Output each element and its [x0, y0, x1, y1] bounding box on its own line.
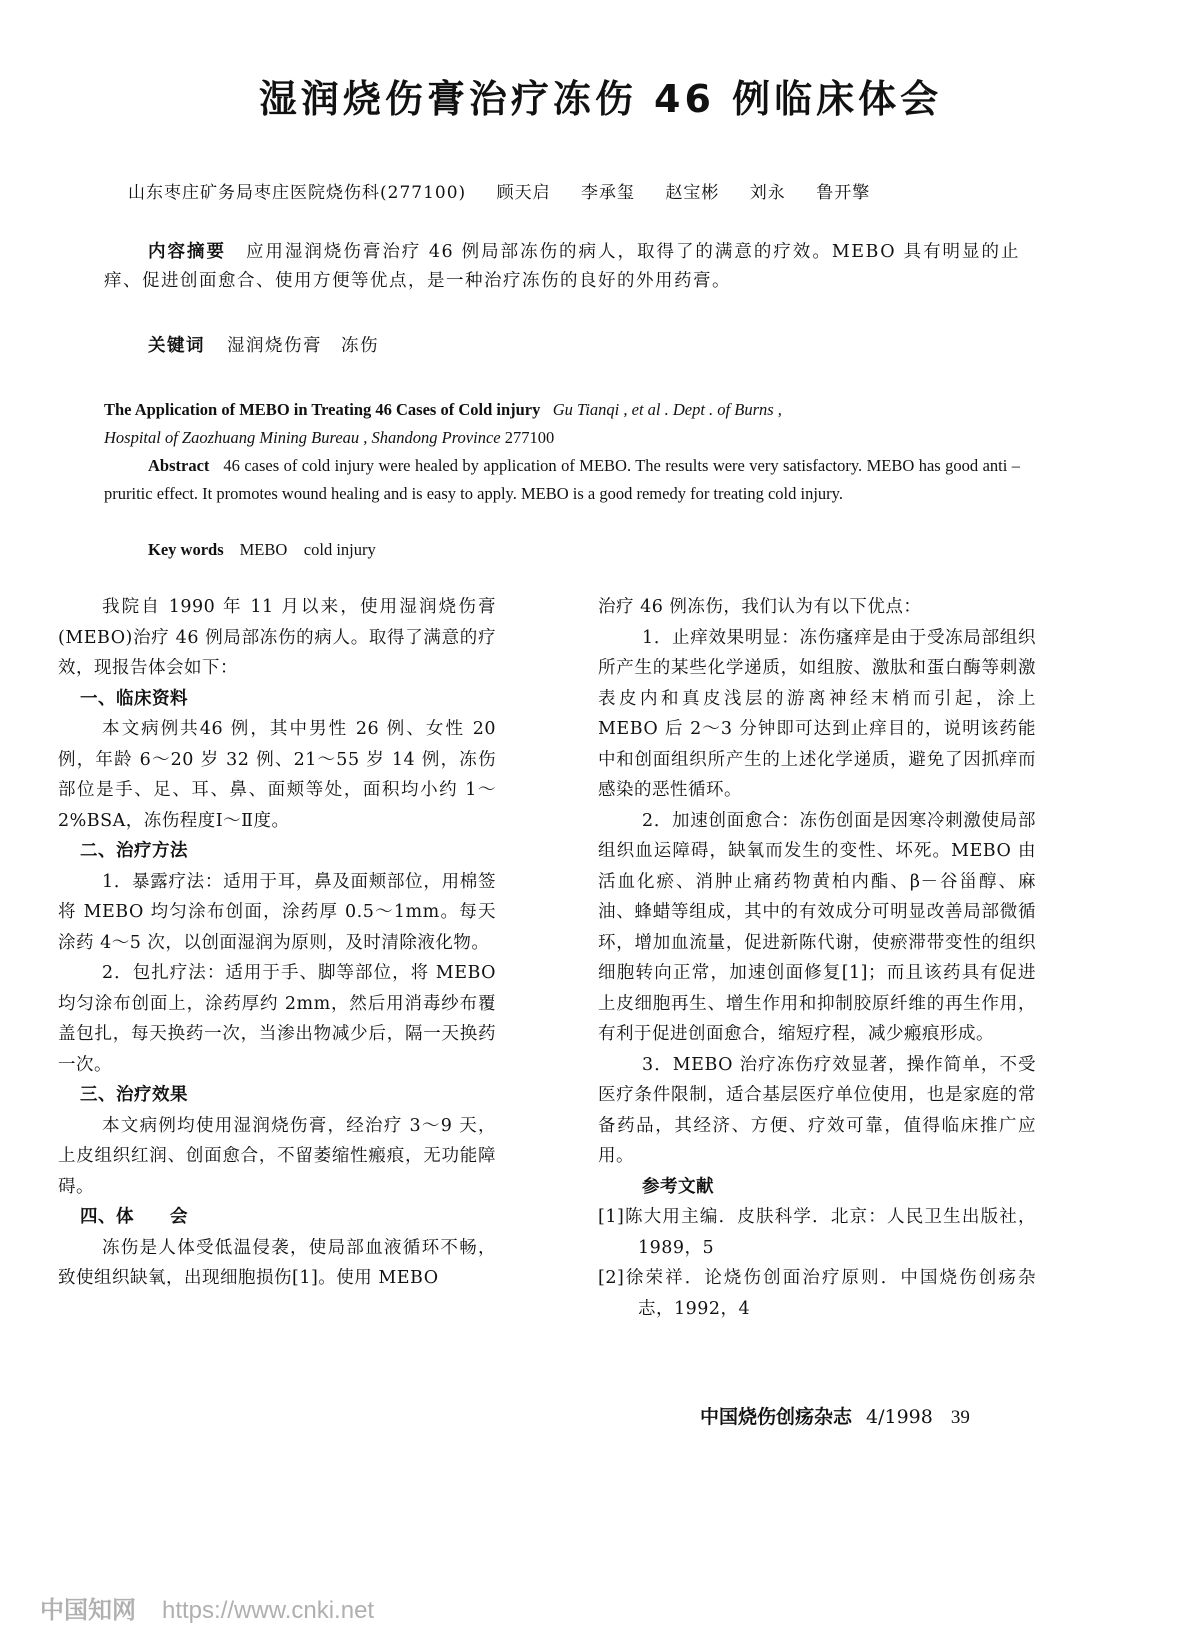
- cnki-watermark: [40, 1590, 374, 1625]
- chinese-abstract-label: 内容摘要: [148, 242, 226, 262]
- chinese-keywords: [148, 332, 379, 357]
- chinese-abstract-text: 应用湿润烧伤膏治疗 46 例局部冻伤的病人，取得了的满意的疗效。MEBO 具有明显的止痒、促进创面愈合、使用方便等优点，是一种治疗冻伤的良好的外用药膏。: [104, 242, 1020, 291]
- section-heading: 二、治疗方法: [80, 841, 188, 861]
- cnki-logo: 中国知网: [40, 1597, 136, 1624]
- english-title: The Application of MEBO in Treating 46 Cases of Cold injury: [104, 400, 541, 419]
- section-heading: 四、体 会: [80, 1207, 188, 1227]
- reference-item: [2]徐荣祥．论烧伤创面治疗原则．中国烧伤创疡杂志，1992，4: [598, 1268, 1036, 1319]
- author-name: 刘永: [749, 183, 786, 203]
- author-line: [128, 178, 894, 203]
- page-number: 39: [950, 1407, 970, 1428]
- left-column: [58, 592, 496, 1294]
- author-name: 赵宝彬: [665, 183, 720, 203]
- body-paragraph: 治疗 46 例冻伤，我们认为有以下优点：: [598, 597, 922, 617]
- intro-paragraph: 我院自 1990 年 11 月以来，使用湿润烧伤膏(MEBO)治疗 46 例局部冻伤的病人。取得了满意的疗效，现报告体会如下：: [58, 597, 496, 678]
- author-name: 李承玺: [580, 183, 635, 203]
- english-header: [104, 396, 1020, 452]
- body-paragraph: 3．MEBO 治疗冻伤疗效显著，操作简单，不受医疗条件限制，适合基层医疗单位使用，也是家庭的常备药品，其经济、方便、疗效可靠，值得临床推广应用。: [598, 1054, 1036, 1166]
- body-paragraph: 冻伤是人体受低温侵袭，使局部血液循环不畅，致使组织缺氧，出现细胞损伤[1]。使用 MEBO: [58, 1237, 496, 1288]
- issue-number: 4/1998: [866, 1406, 933, 1428]
- cnki-url: https://www.cnki.net: [162, 1597, 375, 1624]
- body-paragraph: 1．暴露疗法：适用于耳，鼻及面颊部位，用棉签将 MEBO 均匀涂布创面，涂药厚 0.5～1mm。每天涂药 4～5 次，以创面湿润为原则，及时清除液化物。: [58, 871, 496, 953]
- body-paragraph: 2．加速创面愈合：冻伤创面是因寒冷刺激使局部组织血运障碍，缺氧而发生的变性、坏死。MEBO 由活血化瘀、消肿止痛药物黄柏内酯、β－谷甾醇、麻油、蜂蜡等组成，其中的有效成分可明显改善局部微循环，增加血流量，促进新陈代谢，使瘀滞带变性的组织细胞转向正常，加速创面修复[1]；而且该药具有促进上皮细胞再生、增生作用和抑制胶原纤维的再生作用，有利于促进创面愈合，缩短疗程，减少瘢痕形成。: [598, 810, 1036, 1044]
- author-name: 鲁开擎: [816, 183, 871, 203]
- body-paragraph: 本文病例共46 例，其中男性 26 例、女性 20 例，年龄 6～20 岁 32 例、21～55 岁 14 例，冻伤部位是手、足、耳、鼻、面颊等处，面积均小约 1～2%BSA，冻伤程度Ⅰ～Ⅱ度。: [58, 719, 496, 831]
- paper-title: 湿润烧伤膏治疗冻伤 46 例临床体会: [258, 77, 943, 121]
- chinese-keywords-label: 关键词: [148, 336, 205, 356]
- reference-item: [1]陈大用主编．皮肤科学．北京：人民卫生出版社，1989，5: [598, 1207, 1036, 1258]
- english-keywords-label: Key words: [148, 540, 224, 559]
- body-paragraph: 1．止痒效果明显：冻伤瘙痒是由于受冻局部组织所产生的某些化学递质，如组胺、激肽和蛋白酶等刺激表皮内和真皮浅层的游离神经末梢而引起，涂上 MEBO 后 2～3 分钟即可达到止痒目的，说明该药能中和创面组织所产生的上述化学递质，避免了因抓痒而感染的恶性循环。: [598, 627, 1036, 800]
- english-abstract: [104, 452, 1020, 508]
- section-heading: 一、临床资料: [80, 688, 188, 709]
- chinese-keywords-text: 湿润烧伤膏 冻伤: [227, 336, 379, 356]
- english-abstract-label: Abstract: [148, 456, 210, 475]
- body-paragraph: 本文病例均使用湿润烧伤膏，经治疗 3～9 天，上皮组织红润、创面愈合，不留萎缩性瘢痕，无功能障碍。: [58, 1115, 496, 1197]
- english-abstract-text: 46 cases of cold injury were healed by application of MEBO. The results were very satisfactory. MEBO has good anti – pruritic effect. It promotes wound healing and is easy to apply. MEBO is a good remedy for treating cold injury.: [104, 456, 1020, 503]
- english-keywords: [148, 536, 376, 560]
- section-heading: 三、治疗效果: [80, 1085, 188, 1105]
- chinese-abstract: [104, 238, 1020, 296]
- page-footer: [700, 1402, 970, 1429]
- references-heading: 参考文献: [642, 1176, 714, 1197]
- author-name: 顾天启: [496, 183, 551, 203]
- journal-name: 中国烧伤创疡杂志: [700, 1406, 853, 1428]
- english-keywords-text: MEBO cold injury: [239, 540, 376, 559]
- body-paragraph: 2．包扎疗法：适用于手、脚等部位，将 MEBO 均匀涂布创面上，涂药厚约 2mm，然后用消毒纱布覆盖包扎，每天换药一次，当渗出物减少后，隔一天换药一次。: [58, 963, 496, 1075]
- right-column: [598, 592, 1036, 1324]
- english-hospital: Hospital of Zaozhuang Mining Bureau , Shandong Province: [104, 428, 501, 447]
- affiliation: 山东枣庄矿务局枣庄医院烧伤科(277100): [128, 183, 467, 203]
- english-authors-dept: Gu Tianqi , et al . Dept . of Burns ,: [552, 400, 782, 419]
- english-postcode: 277100: [504, 428, 555, 447]
